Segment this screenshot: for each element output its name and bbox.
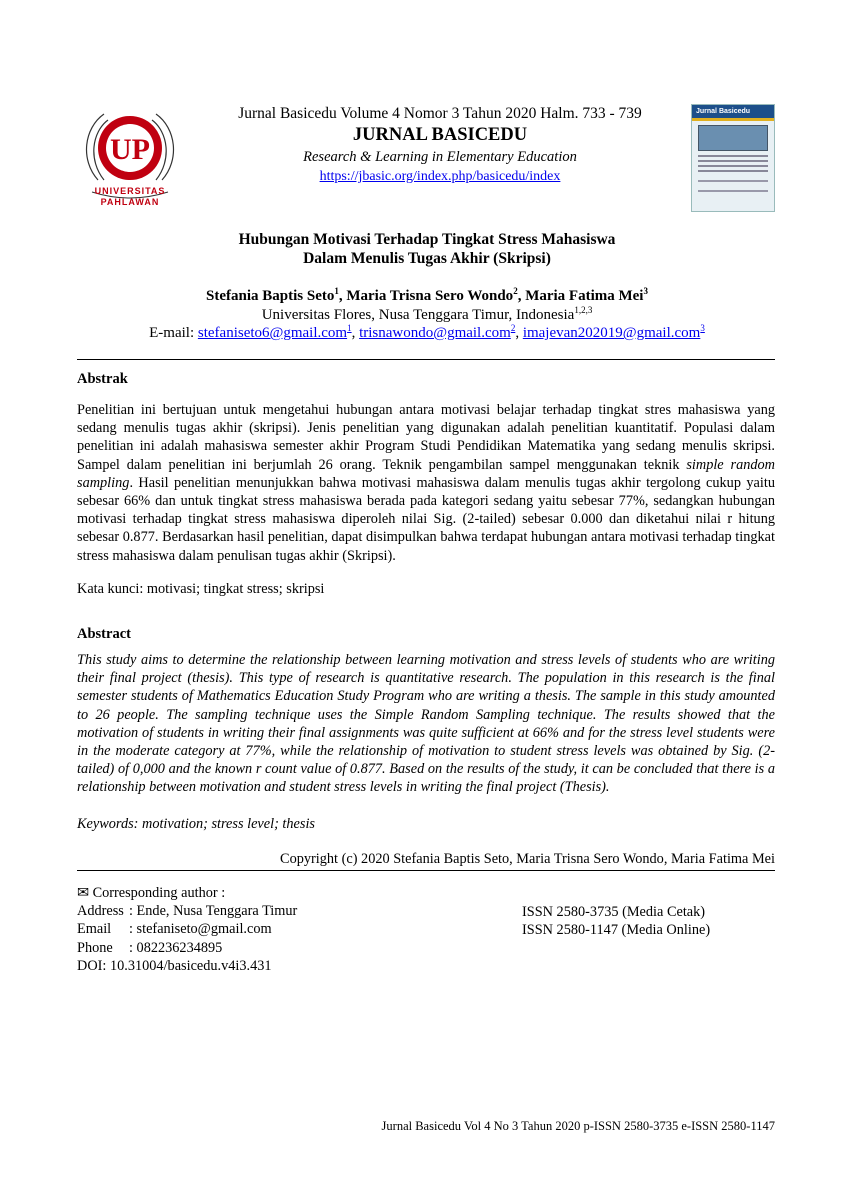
article-title-line1: Hubungan Motivasi Terhadap Tingkat Stress Mahasiswa: [238, 231, 616, 248]
abstract-text: This study aims to determine the relationship between learning motivation and stress levels of students who are writing their final project (thesis). This type of research is quantitative research. The population in this research is the final semester students of Mathematics Education Study Program who are writing a thesis. The sample in this study amounted to 26 people. The sampling technique uses the Simple Random Sampling technique. The results showed that the motivation of students in writing their final assignments was quite sufficient at 66% and for the stress level students were in the moderate category at 77%, while the relationship of motivation to student stress levels was obtained by Sig. (2-tailed) of 0,000 and the known r count value of 0.877. Based on the results of the study, it can be concluded that there is a relationship between motivation and student stress levels in writing the final project (Thesis).: [77, 652, 775, 796]
article-title-line2: Dalam Menulis Tugas Akhir (Skripsi): [303, 250, 551, 267]
copyright-divider: [77, 870, 775, 871]
corresponding-heading: Corresponding author :: [92, 885, 226, 901]
journal-url-link[interactable]: https://jbasic.org/index.php/basicedu/index: [319, 169, 561, 184]
email-2-sup: 2: [510, 323, 516, 333]
journal-name: JURNAL BASICEDU: [352, 125, 528, 145]
address-value: : Ende, Nusa Tenggara Timur: [129, 903, 298, 920]
phone-label: Phone: [77, 939, 113, 956]
abstrak-text: [77, 401, 775, 565]
address-label: Address: [77, 903, 124, 920]
email-label-corr: Email: [77, 921, 112, 938]
email-separator: ,: [351, 325, 360, 341]
author-names: [77, 287, 777, 306]
email-link-3[interactable]: imajevan202019@gmail.com: [522, 325, 701, 341]
email-link-2[interactable]: trisnawondo@gmail.com: [359, 325, 511, 341]
issn-print: ISSN 2580-3735 (Media Cetak): [522, 904, 706, 920]
abstract-heading: Abstract: [77, 626, 131, 642]
page-footer: Jurnal Basicedu Vol 4 No 3 Tahun 2020 p-ISSN 2580-3735 e-ISSN 2580-1147: [381, 1119, 775, 1133]
author-3-sup: 3: [643, 286, 648, 296]
university-logo: [78, 100, 182, 212]
journal-volume-line: Jurnal Basicedu Volume 4 Nomor 3 Tahun 2020 Halm. 733 - 739: [238, 105, 642, 122]
affiliation-sup: 1,2,3: [574, 304, 593, 315]
envelope-icon: ✉: [77, 885, 93, 901]
logo-text: UNIVERSITAS PAHLAWAN: [94, 186, 166, 207]
header-divider: [77, 359, 775, 360]
phone-value: : 082236234895: [129, 939, 223, 956]
abstrak-heading: Abstrak: [77, 371, 128, 387]
email-1-sup: 1: [347, 323, 352, 333]
email-label: E-mail:: [149, 325, 198, 341]
email-link-1[interactable]: stefaniseto6@gmail.com: [197, 325, 348, 341]
abstrak-keywords: Kata kunci: motivasi; tingkat stress; skripsi: [77, 581, 325, 597]
journal-subtitle: Research & Learning in Elementary Education: [303, 149, 577, 165]
journal-header: [190, 104, 690, 187]
author-3: , Maria Fatima Mei: [517, 288, 644, 304]
copyright-notice: Copyright (c) 2020 Stefania Baptis Seto, Maria Trisna Sero Wondo, Maria Fatima Mei: [280, 851, 775, 867]
logo-monogram: UP: [110, 133, 150, 166]
corresponding-author-block: [77, 884, 507, 975]
email-separator: ,: [515, 325, 523, 341]
email-3-sup: 3: [700, 323, 705, 333]
author-emails: [77, 324, 777, 343]
cover-photo-icon: [698, 125, 768, 151]
author-1: Stefania Baptis Seto: [206, 288, 335, 304]
abstrak-text-b: . Hasil penelitian menunjukkan bahwa motivasi mahasiswa dalam menulis tugas akhir tergolong cukup yaitu sebesar 66% dan untuk tingkat stress mahasiswa berada pada kategori sedang yaitu sebesar 77%, sedangkan hubungan motivasi terhadap tingkat stress mahasiswa diperoleh nilai Sig. (2-tailed) sebesar 0.000 dan diketahui nilai r hitung sebesar 0.877. Berdasarkan hasil penelitian, dapat disimpulkan bahwa terdapat hubungan antara motivasi terhadap tingkat stress mahasiswa dalam penulisan tugas akhir (Skripsi).: [77, 474, 775, 564]
issn-block: [522, 903, 782, 939]
affiliation-text: Universitas Flores, Nusa Tenggara Timur, Indonesia: [261, 306, 575, 323]
abstract-keywords: Keywords: motivation; stress level; thesis: [77, 816, 315, 832]
affiliation: [77, 306, 777, 325]
cover-title: Jurnal Basicedu: [692, 105, 774, 118]
author-2: , Maria Trisna Sero Wondo: [338, 288, 514, 304]
issn-online: ISSN 2580-1147 (Media Online): [522, 922, 711, 939]
authors-block: [77, 287, 777, 343]
article-title: [77, 230, 777, 268]
author-1-sup: 1: [334, 286, 339, 296]
journal-cover-thumbnail: [691, 104, 775, 212]
doi: DOI: 10.31004/basicedu.v4i3.431: [77, 957, 272, 974]
abstrak-text-italic: simple random sampling: [77, 456, 775, 491]
email-value: : stefaniseto@gmail.com: [129, 921, 272, 938]
author-2-sup: 2: [513, 286, 518, 296]
abstrak-text-a: Penelitian ini bertujuan untuk mengetahui hubungan antara motivasi belajar terhadap tingkat stres mahasiswa yang sedang menulis tugas akhir (skripsi). Jenis penelitian yang digunakan adalah penelitian kuantitatif. Populasi dalam penelitian ini adalah mahasiswa semester akhir Program Studi Pendidikan Matematika yang sedang menulis skripsi. Sampel dalam penelitian ini berjumlah 26 orang. Teknik pengambilan sampel menggunakan teknik: [77, 402, 775, 473]
